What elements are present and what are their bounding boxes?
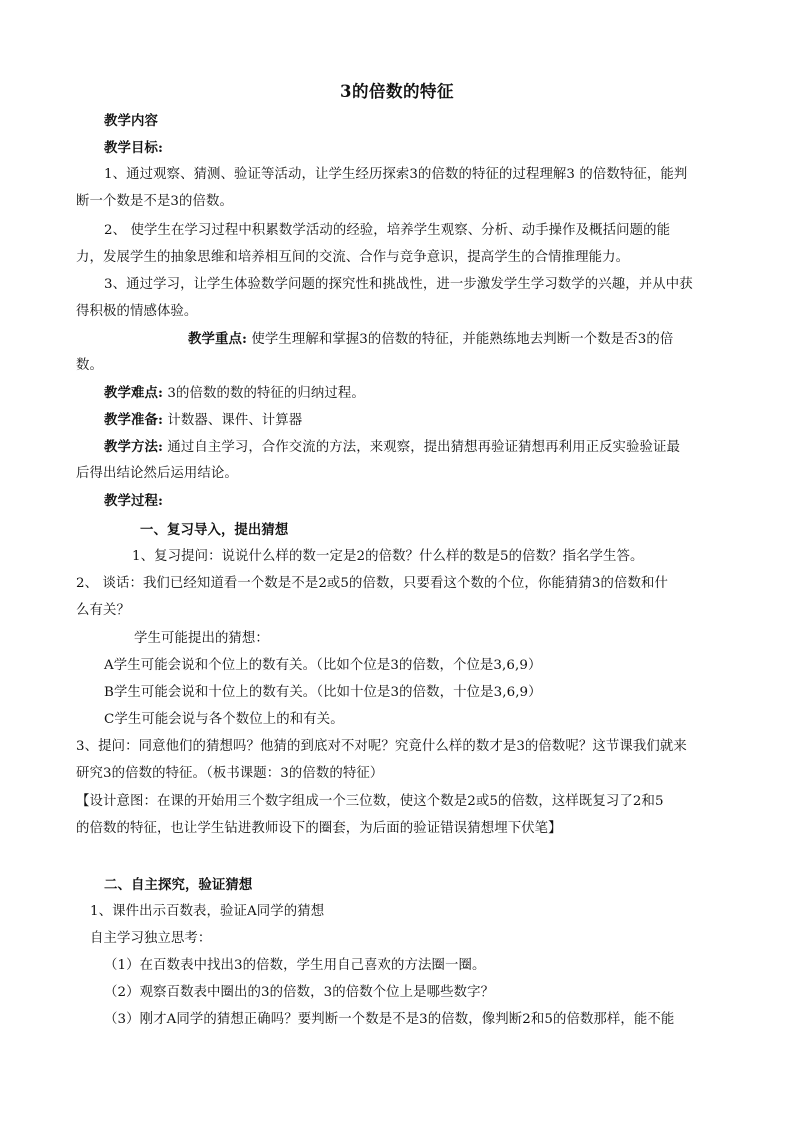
difficulty-text: 3的倍数的数的特征的归纳过程。 (163, 386, 365, 401)
goal-3-line-2: 得积极的情感体验。 (76, 304, 198, 319)
key-point-line-1 (188, 330, 673, 349)
preparation-line (104, 411, 302, 430)
design-intent-line-2: 的倍数的特征，也让学生钻进教师设下的圈套，为后面的验证错误猜想埋下伏笔】 (76, 821, 562, 836)
section-2-heading: 二、自主探究，验证猜想 (104, 877, 253, 893)
content-heading: 教学内容 (104, 113, 158, 129)
goal-2-line-1: 2、 使学生在学习过程中积累数学活动的经验，培养学生观察、分析、动手操作及概括问题的能 (104, 223, 671, 238)
guess-intro: 学生可能提出的猜想： (134, 631, 269, 646)
section-2-sub-3: （3）刚才A同学的猜想正确吗？要判断一个数是不是3的倍数，像判断2和5的倍数那样，能不能 (104, 1012, 675, 1027)
goals-heading: 教学目标: (104, 140, 164, 156)
section-1-question-3-line-1: 3、提问：同意他们的猜想吗？他猜的到底对不对呢？究竟什么样的数才是3的倍数呢？这节课我们就来 (76, 739, 687, 754)
guess-b: B学生可能会说和十位上的数有关。（比如十位是3的倍数，十位是3,6,9） (104, 685, 542, 700)
process-heading: 教学过程: (104, 493, 164, 509)
section-2-item-1: 1、课件出示百数表，验证A同学的猜想 (90, 904, 325, 919)
section-1-heading: 一、复习导入，提出猜想 (140, 522, 289, 538)
goal-1-line-1: 1、通过观察、猜测、验证等活动，让学生经历探索3的倍数的特征的过程理解3 的倍数特征，能判 (104, 167, 688, 182)
method-text: 通过自主学习，合作交流的方法，来观察，提出猜想再验证猜想再利用正反实验验证最 (163, 440, 681, 455)
key-point-line-2: 数。 (76, 358, 103, 373)
difficulty-line (104, 384, 365, 403)
section-1-question-2-line-1: 2、 谈话：我们已经知道看一个数是不是2或5的倍数，只要看这个数的个位，你能猜猜3的倍数和什 (76, 576, 668, 591)
method-label: 教学方法: (104, 439, 164, 455)
guess-a: A学生可能会说和个位上的数有关。（比如个位是3的倍数，个位是3,6,9） (104, 658, 542, 673)
preparation-text: 计数器、课件、计算器 (163, 413, 303, 428)
goal-1-line-2: 断一个数是不是3的倍数。 (76, 194, 234, 209)
preparation-label: 教学准备: (104, 412, 164, 428)
section-1-question-3-line-2: 研究3的倍数的特征。（板书课题：3的倍数的特征） (76, 766, 384, 781)
section-2-sub-2: （2）观察百数表中圈出的3的倍数，3的倍数个位上是哪些数字？ (104, 985, 495, 1000)
section-2-self-study: 自主学习独立思考： (90, 931, 212, 946)
key-point-label: 教学重点: (188, 331, 248, 347)
goal-2-line-2: 力，发展学生的抽象思维和培养相互间的交流、合作与竞争意识，提高学生的合情推理能力。 (76, 250, 630, 265)
method-line-2: 后得出结论然后运用结论。 (76, 466, 238, 481)
guess-c: C学生可能会说与各个数位上的和有关。 (104, 712, 344, 727)
page-title: 3的倍数的特征 (340, 82, 454, 101)
difficulty-label: 教学难点: (104, 385, 164, 401)
section-1-question-2-line-2: 么有关？ (76, 603, 130, 618)
section-2-sub-1: （1）在百数表中找出3的倍数，学生用自己喜欢的方法圈一圈。 (104, 958, 486, 973)
method-line-1 (104, 438, 680, 457)
section-1-question-1: 1、复习提问：说说什么样的数一定是2的倍数？什么样的数是5的倍数？指名学生答。 (132, 549, 644, 564)
goal-3-line-1: 3、通过学习，让学生体验数学问题的探究性和挑战性，进一步激发学生学习数学的兴趣，并从中获 (104, 277, 693, 292)
design-intent-line-1: 【设计意图：在课的开始用三个数字组成一个三位数，使这个数是2或5的倍数，这样既复习了2和5 (76, 794, 664, 809)
key-point-text: 使学生理解和掌握3的倍数的特征，并能熟练地去判断一个数是否3的倍 (247, 332, 674, 347)
